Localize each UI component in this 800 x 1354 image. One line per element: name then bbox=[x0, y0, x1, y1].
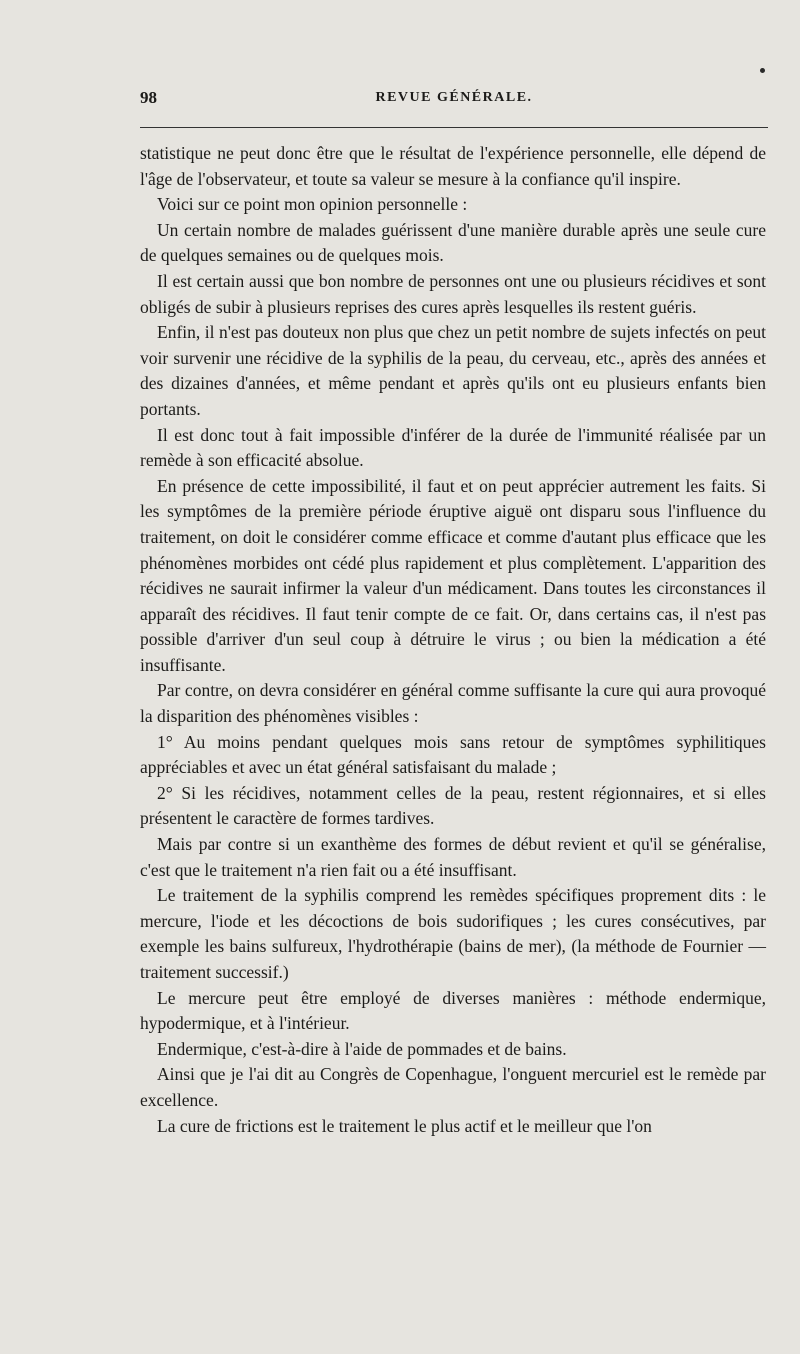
paragraph: Le traitement de la syphilis comprend les remèdes spécifiques proprement dits : le mercure, l'iode et les décoctions de bois sudorifiques ; les cures consécutives, par exemple les bains sulfureux, l'hydrothérapie (bains de mer), (la méthode de Fournier — traitement successif.) bbox=[140, 885, 766, 982]
list-item: 2° Si les récidives, notamment celles de la peau, restent régionnaires, et si elles présentent le caractère de formes tardives. bbox=[140, 782, 766, 829]
paragraph: Le mercure peut être employé de diverses manières : méthode endermique, hypodermique, et à l'intérieur. bbox=[140, 987, 766, 1034]
list-item: 1° Au moins pendant quelques mois sans retour de symptômes syphilitiques appréciables et avec un état général satisfaisant du malade ; bbox=[140, 731, 766, 778]
paragraph: Endermique, c'est-à-dire à l'aide de pommades et de bains. bbox=[157, 1038, 567, 1059]
body-text bbox=[140, 141, 766, 1139]
ink-speck bbox=[760, 68, 765, 73]
page-number: 98 bbox=[140, 88, 157, 107]
paragraph: statistique ne peut donc être que le résultat de l'expérience personnelle, elle dépend de l'âge de l'observateur, et toute sa valeur se mesure à la confiance qu'il inspire. bbox=[140, 143, 766, 189]
paragraph: Par contre, on devra considérer en général comme suffisante la cure qui aura provoqué la disparition des phénomènes visibles : bbox=[140, 680, 766, 727]
paragraph: Il est donc tout à fait impossible d'inférer de la durée de l'immunité réalisée par un remède à son efficacité absolue. bbox=[140, 424, 766, 471]
paragraph: En présence de cette impossibilité, il faut et on peut apprécier autrement les faits. Si les symptômes de la première période éruptive aiguë ont disparu sous l'influence du traitement, on doit le considérer comme efficace et comme d'autant plus efficace que les phénomènes morbides ont cédé plus rapidement et plus complètement. L'apparition des récidives ne saurait infirmer la valeur d'un médicament. Dans toutes les circonstances il apparaît des récidives. Il faut tenir compte de ce fait. Or, dans certains cas, il n'est pas possible d'arriver d'un seul coup à détruire le virus ; ou bien la médication a été insuffisante. bbox=[140, 475, 766, 675]
paragraph: Enfin, il n'est pas douteux non plus que chez un petit nombre de sujets infectés on peut voir survenir une récidive de la syphilis de la peau, du cerveau, etc., après des années et des dizaines d'années, et même pendant et après qu'ils ont eu plusieurs enfants bien portants. bbox=[140, 322, 766, 419]
paragraph: La cure de frictions est le traitement le plus actif et le meilleur que l'on bbox=[157, 1115, 652, 1136]
paragraph: Un certain nombre de malades guérissent d'une manière durable après une seule cure de quelques semaines ou de quelques mois. bbox=[140, 219, 766, 266]
paragraph: Mais par contre si un exanthème des formes de début revient et qu'il se généralise, c'est que le traitement n'a rien fait ou a été insuffisant. bbox=[140, 834, 766, 880]
page-header bbox=[140, 88, 768, 114]
header-rule bbox=[140, 127, 768, 128]
paragraph: Ainsi que je l'ai dit au Congrès de Copenhague, l'onguent mercuriel est le remède par excellence. bbox=[140, 1064, 766, 1110]
running-head: REVUE GÉNÉRALE. bbox=[375, 90, 533, 105]
paragraph: Voici sur ce point mon opinion personnelle : bbox=[157, 194, 468, 215]
paragraph: Il est certain aussi que bon nombre de personnes ont une ou plusieurs récidives et sont obligés de subir à plusieurs reprises des cures après lesquelles ils restent guéris. bbox=[140, 270, 766, 317]
